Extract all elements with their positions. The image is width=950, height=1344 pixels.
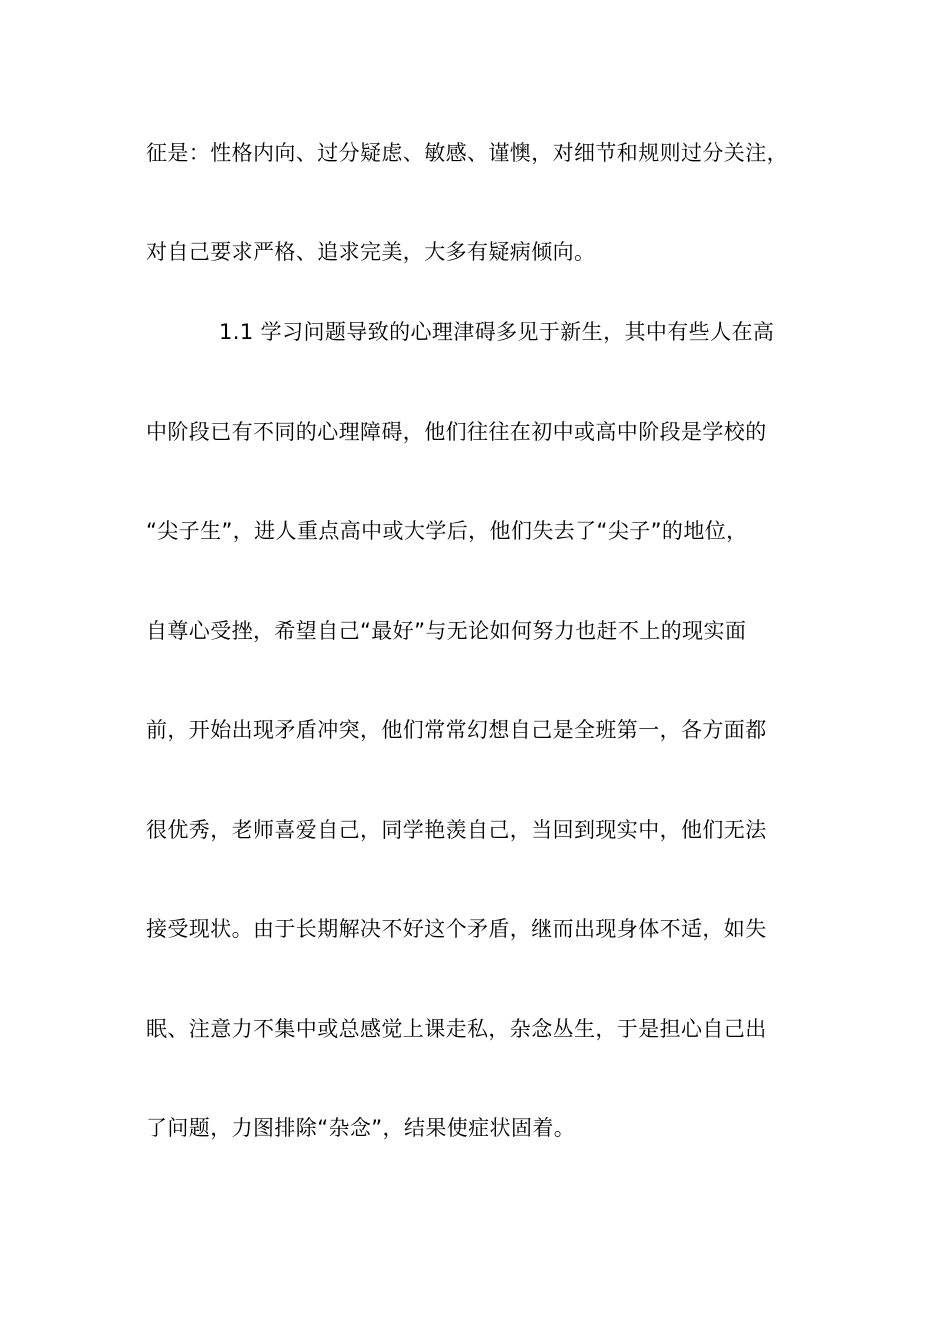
text-line: 前，开始出现矛盾冲突，他们常常幻想自己是全班第一，各方面都: [146, 718, 767, 742]
text-line: 很优秀，老师喜爱自己，同学艳羡自己，当回到现实中，他们无法: [146, 818, 767, 842]
text-line: “尖子生”，进人重点高中或大学后，他们失去了“尖子”的地位，: [146, 519, 748, 543]
text-line: 眠、注意力不集中或总感觉上课走私，杂念丛生，于是担心自己出: [146, 1017, 767, 1041]
section-paragraph-start: 1.1 学习问题导致的心理津碍多见于新生，其中有些人在高: [219, 320, 775, 344]
text-line: 征是：性格内向、过分疑虑、敏感、谨懊，对细节和规则过分关注，: [146, 141, 788, 165]
text-line: 对自己要求严格、追求完美，大多有疑病倾向。: [146, 240, 596, 264]
text-line: 了问题，力图排除“杂念”，结果使症状固着。: [146, 1116, 576, 1140]
text-line: 中阶段已有不同的心理障碍，他们往往在初中或高中阶段是学校的: [146, 420, 767, 444]
text-line: 自尊心受挫，希望自己“最好”与无论如何努力也赶不上的现实面: [146, 619, 747, 643]
text-line: 接受现状。由于长期解决不好这个矛盾，继而出现身体不适，如失: [146, 917, 767, 941]
